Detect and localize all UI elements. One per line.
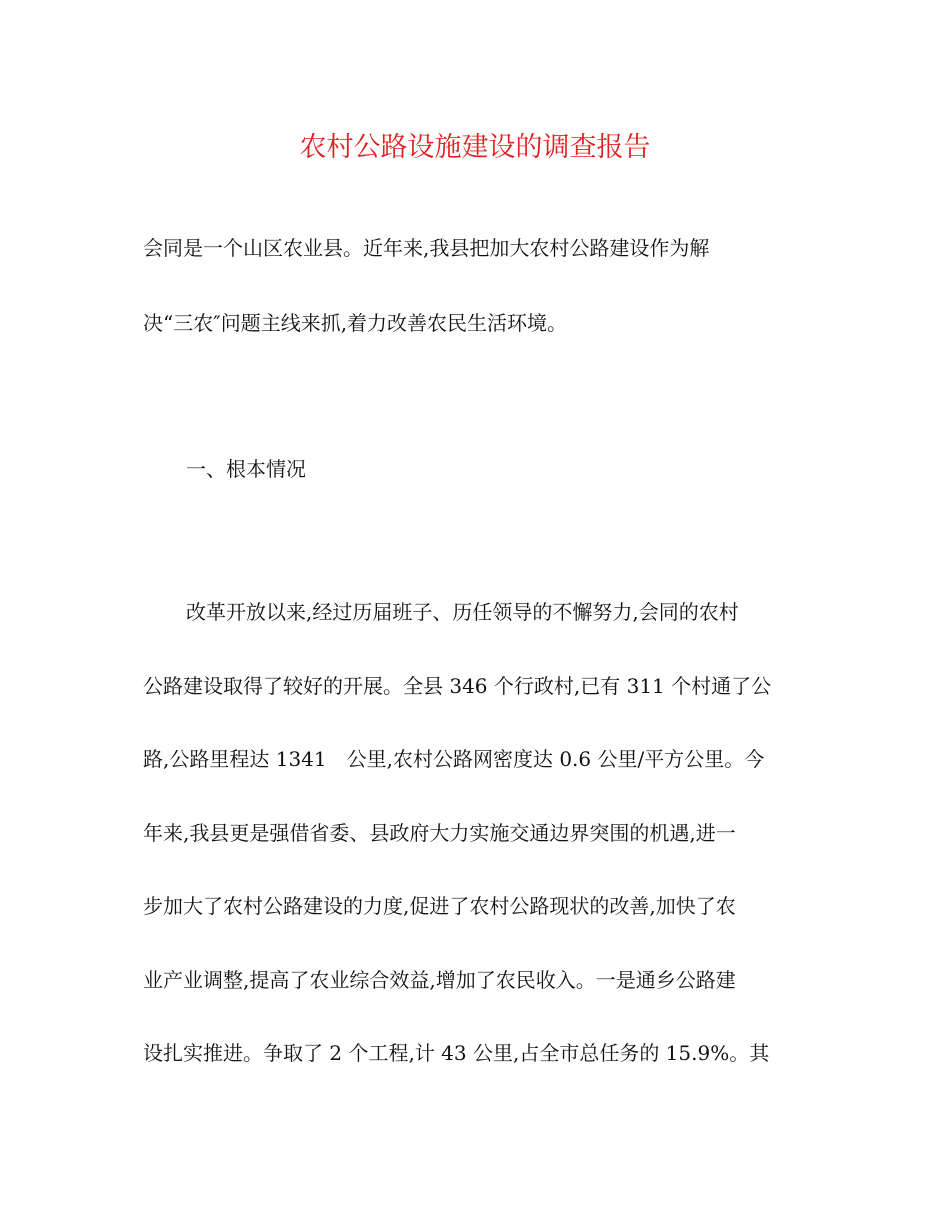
body-line: 公路建设取得了较好的开展。全县 346 个行政村,已有 311 个村通了公 — [143, 674, 772, 698]
body-line: 改革开放以来,经过历届班子、历任领导的不懈努力,会同的农村 — [186, 600, 739, 624]
intro-line: 会同是一个山区农业县。近年来,我县把加大农村公路建设作为解 — [143, 236, 710, 260]
intro-line: 决“三农″问题主线来抓,着力改善农民生活环境。 — [143, 311, 568, 335]
body-line: 年来,我县更是强借省委、县政府大力实施交通边界突围的机遇,进一 — [143, 821, 736, 845]
document-title: 农村公路设施建设的调查报告 — [299, 132, 651, 163]
body-line: 业产业调整,提高了农业综合效益,增加了农民收入。一是通乡公路建 — [143, 968, 736, 992]
body-line: 路,公路里程达 1341 公里,农村公路网密度达 0.6 公里/平方公里。今 — [143, 747, 765, 771]
section-heading: 一、根本情况 — [186, 457, 306, 481]
body-line: 设扎实推进。争取了 2 个工程,计 43 公里,占全市总任务的 15.9%。其 — [143, 1041, 770, 1065]
body-line: 步加大了农村公路建设的力度,促进了农村公路现状的改善,加快了农 — [143, 894, 736, 918]
